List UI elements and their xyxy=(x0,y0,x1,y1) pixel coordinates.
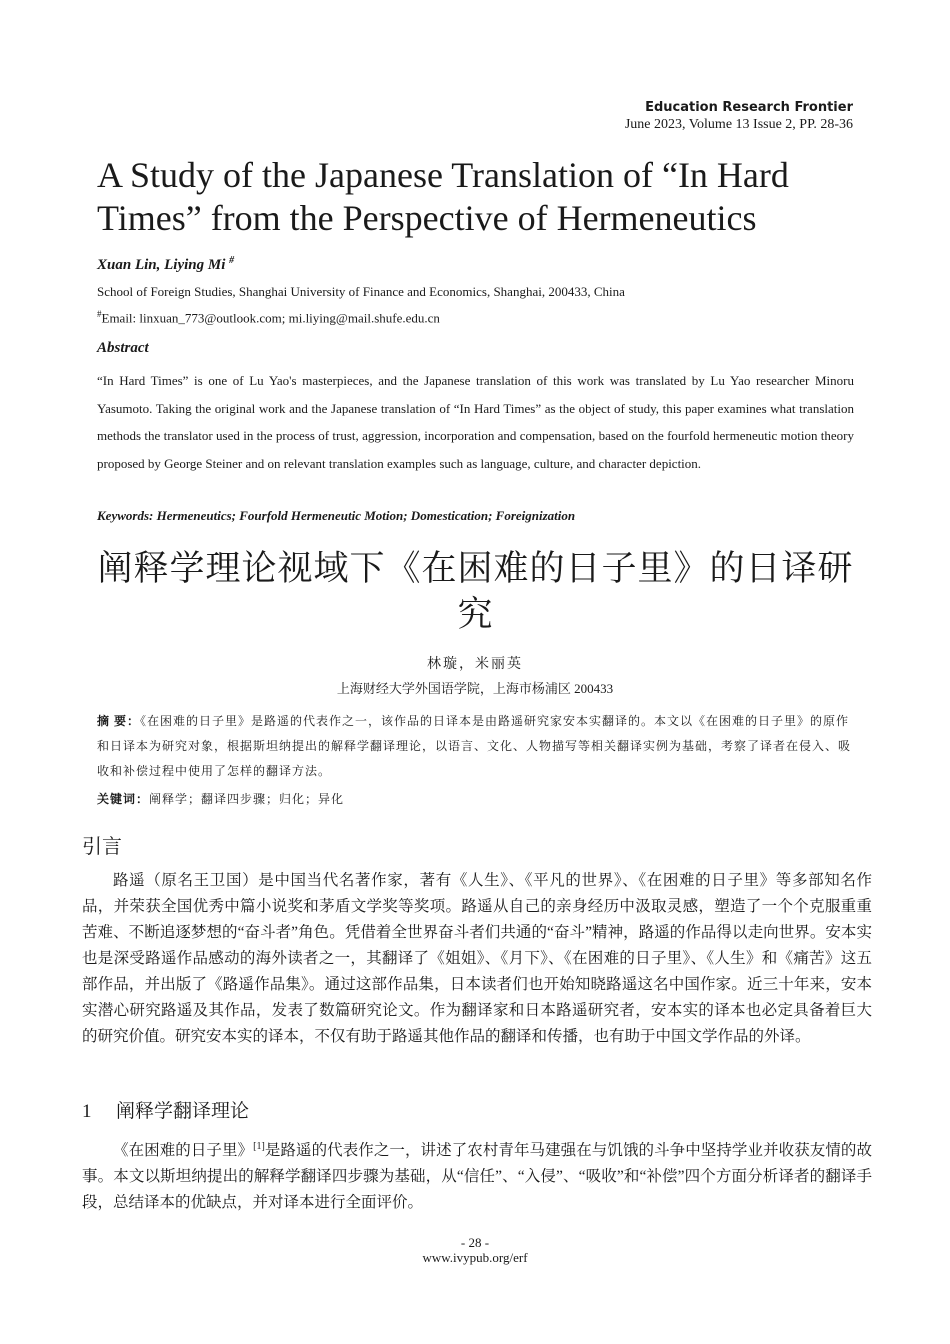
author-list xyxy=(97,255,234,274)
journal-name: Education Research Frontier xyxy=(645,100,853,115)
author-list-zh: 林璇，米丽英 xyxy=(427,657,523,672)
section1-para-rest: 是路遥的代表作之一，讲述了农村青年马建强在与饥饿的斗争中坚持学业并收获友情的故事。本文以斯坦纳提出的解释学翻译四步骤为基础，从“信任”、“入侵”、“吸收”和“补偿”四个方面分析译者的翻译手段，总结译本的优缺点，并对译本进行全面评价。 xyxy=(82,1142,872,1212)
section-heading-1 xyxy=(82,1096,249,1123)
abstract-zh xyxy=(97,709,857,784)
abstract-zh-text: 《在困难的日子里》是路遥的代表作之一，该作品的日译本是由路遥研究家安本实翻译的。本文以《在困难的日子里》的原作和日译本为研究对象，根据斯坦纳提出的解释学翻译理论，以语言、文化、人物描写等相关翻译实例为基础，考察了译者在侵入、吸收和补偿过程中使用了怎样的翻译方法。 xyxy=(97,714,852,778)
affiliation: School of Foreign Studies, Shanghai University of Finance and Economics, Shanghai, 200433, China xyxy=(97,284,625,299)
intro-paragraph: 路遥（原名王卫国）是中国当代名著作家，著有《人生》、《平凡的世界》、《在困难的日子里》等多部知名作品，并荣获全国优秀中篇小说奖和茅盾文学奖等奖项。路遥从自己的亲身经历中汲取灵感，塑造了一个个克服重重苦难、不断追逐梦想的“奋斗者”角色。凭借着全世界奋斗者们共通的“奋斗”精神，路遥的作品得以走向世界。安本实也是深受路遥作品感动的海外读者之一，其翻译了《姐姐》、《月下》、《在困难的日子里》、《人生》和《痛苦》这五部作品，并出版了《路遥作品集》。通过这部作品集，日本读者们也开始知晓路遥这名中国作家。近三十年来，安本实潜心研究路遥及其作品，发表了数篇研究论文。作为翻译家和日本路遥研究者，安本实的译本也必定具备着巨大的研究价值。研究安本实的译本，不仅有助于路遥其他作品的翻译和传播，也有助于中国文学作品的外译。 xyxy=(82,872,872,1045)
abstract-heading: Abstract xyxy=(97,340,149,356)
page-footer xyxy=(0,1235,950,1265)
journal-url[interactable]: www.ivypub.org/erf xyxy=(422,1250,528,1265)
journal-header xyxy=(625,99,853,133)
section-title: 阐释学翻译理论 xyxy=(116,1100,250,1122)
citation-ref[interactable]: [1] xyxy=(253,1141,265,1152)
email-text: Email: linxuan_773@outlook.com; mi.liying@mail.shufe.edu.cn xyxy=(101,310,440,326)
section1-paragraph xyxy=(82,1134,872,1216)
paper-title-en: A Study of the Japanese Translation of “In Hard Times” from the Perspective of Hermeneutics xyxy=(97,155,789,238)
keywords-zh xyxy=(97,790,344,807)
email-line xyxy=(97,309,440,326)
section1-para-start: 《在困难的日子里》 xyxy=(113,1142,254,1160)
affiliation-zh: 上海财经大学外国语学院，上海市杨浦区 200433 xyxy=(336,681,614,696)
section-heading-intro: 引言 xyxy=(82,834,122,858)
email-mark: # xyxy=(97,309,102,319)
paper-title-zh: 阐释学理论视域下《在困难的日子里》的日译研究 xyxy=(97,549,854,635)
page-number: - 28 - xyxy=(460,1235,490,1250)
keywords-en: Keywords: Hermeneutics; Fourfold Hermeneutic Motion; Domestication; Foreignization xyxy=(97,508,576,523)
abstract-text: “In Hard Times” is one of Lu Yao's masterpieces, and the Japanese translation of this work was translated by Lu Yao researcher Minoru Yasumoto. Taking the original work and the Japanese translation of “In Hard Times” as the object of study, this paper examines what translation methods the translator used in the process of trust, aggression, incorporation and compensation, based on the fourfold hermeneutic motion theory proposed by George Steiner and on relevant translation examples such as language, culture, and character depiction. xyxy=(97,373,854,471)
corresponding-mark: # xyxy=(229,255,235,266)
section-number: 1 xyxy=(82,1101,92,1122)
keywords-zh-text: 阐释学；翻译四步骤；归化；异化 xyxy=(149,792,345,806)
keywords-zh-label: 关键词： xyxy=(97,792,150,806)
journal-issue: June 2023, Volume 13 Issue 2, PP. 28-36 xyxy=(624,117,853,132)
author-names: Xuan Lin, Liying Mi xyxy=(97,257,226,273)
abstract-zh-label: 摘 要： xyxy=(97,714,141,728)
